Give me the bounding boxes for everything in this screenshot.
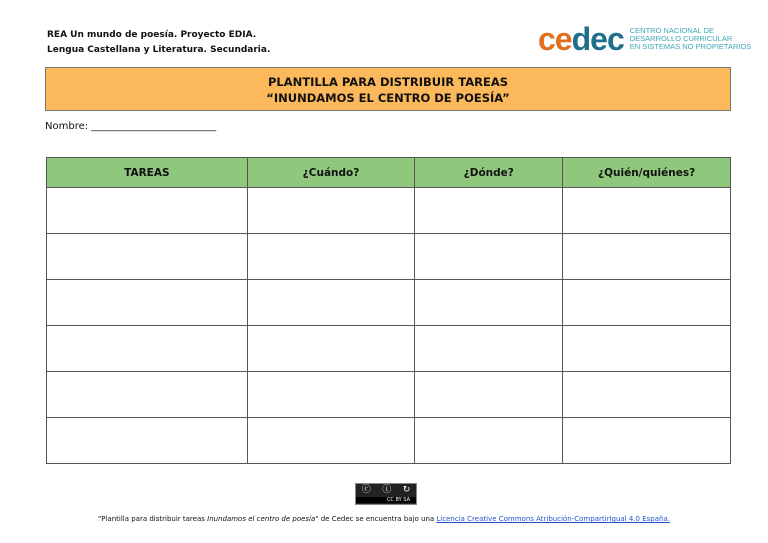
header-quien: ¿Quién/quiénes? bbox=[563, 158, 731, 188]
table-row bbox=[47, 418, 731, 464]
license-text-2: " de Cedec se encuentra bajo una bbox=[315, 515, 437, 523]
table-cell[interactable] bbox=[415, 234, 563, 280]
cc-icon: ⓒ bbox=[361, 485, 371, 495]
title-line-1: PLANTILLA PARA DISTRIBUIR TAREAS bbox=[267, 75, 509, 89]
table-cell[interactable] bbox=[247, 188, 415, 234]
table-cell[interactable] bbox=[563, 372, 731, 418]
table-cell[interactable] bbox=[563, 418, 731, 464]
table-cell[interactable] bbox=[247, 418, 415, 464]
title-line-2: “INUNDAMOS EL CENTRO DE POESÍA” bbox=[266, 91, 510, 105]
cc-badge-label: CC BY SA bbox=[356, 497, 416, 503]
table-cell[interactable] bbox=[47, 188, 248, 234]
title-box bbox=[45, 67, 731, 111]
cedec-logo bbox=[538, 21, 752, 57]
license-text bbox=[0, 515, 768, 523]
course-subject: Lengua Castellana y Literatura. Secundaria. bbox=[47, 45, 271, 55]
table-cell[interactable] bbox=[415, 372, 563, 418]
header-tareas: TAREAS bbox=[47, 158, 248, 188]
logo-tag-1: CENTRO NACIONAL DE bbox=[629, 26, 715, 35]
logo-tag-3: EN SISTEMAS NO PROPIETARIOS bbox=[629, 42, 752, 51]
table-cell[interactable] bbox=[563, 326, 731, 372]
logo-tagline bbox=[630, 27, 752, 51]
table-cell[interactable] bbox=[47, 280, 248, 326]
table-cell[interactable] bbox=[563, 188, 731, 234]
table-cell[interactable] bbox=[415, 280, 563, 326]
license-link[interactable]: Licencia Creative Commons Atribución-CompartirIgual 4.0 España. bbox=[436, 515, 670, 523]
table-cell[interactable] bbox=[247, 326, 415, 372]
cc-by-sa-badge bbox=[355, 483, 417, 505]
table-cell[interactable] bbox=[415, 188, 563, 234]
table-row bbox=[47, 326, 731, 372]
table-cell[interactable] bbox=[563, 234, 731, 280]
name-field[interactable] bbox=[45, 121, 216, 132]
cc-badge-icons bbox=[356, 484, 416, 497]
table-row bbox=[47, 234, 731, 280]
table-row bbox=[47, 188, 731, 234]
table-cell[interactable] bbox=[415, 418, 563, 464]
table-header-row bbox=[47, 158, 731, 188]
license-work-title: Inundamos el centro de poesía bbox=[207, 515, 316, 523]
table-row bbox=[47, 372, 731, 418]
name-blank[interactable]: _________________________ bbox=[91, 121, 217, 132]
logo-ce: ce bbox=[538, 21, 572, 57]
table-cell[interactable] bbox=[247, 234, 415, 280]
sa-icon: ↻ bbox=[402, 485, 411, 495]
license-text-1: "Plantilla para distribuir tareas bbox=[98, 515, 208, 523]
course-title: REA Un mundo de poesía. Proyecto EDIA. bbox=[47, 30, 257, 40]
table-cell[interactable] bbox=[247, 372, 415, 418]
logo-dec: dec bbox=[571, 21, 624, 57]
logo-tag-2: DESARROLLO CURRICULAR bbox=[629, 34, 733, 43]
by-icon: ⓘ bbox=[382, 485, 392, 495]
tasks-table bbox=[46, 157, 731, 464]
header-donde: ¿Dónde? bbox=[415, 158, 563, 188]
name-label: Nombre: bbox=[45, 121, 89, 132]
header-cuando: ¿Cuándo? bbox=[247, 158, 415, 188]
table-cell[interactable] bbox=[415, 326, 563, 372]
table-row bbox=[47, 280, 731, 326]
table-cell[interactable] bbox=[47, 326, 248, 372]
table-cell[interactable] bbox=[247, 280, 415, 326]
table-cell[interactable] bbox=[47, 418, 248, 464]
table-cell[interactable] bbox=[563, 280, 731, 326]
table-cell[interactable] bbox=[47, 234, 248, 280]
table-cell[interactable] bbox=[47, 372, 248, 418]
